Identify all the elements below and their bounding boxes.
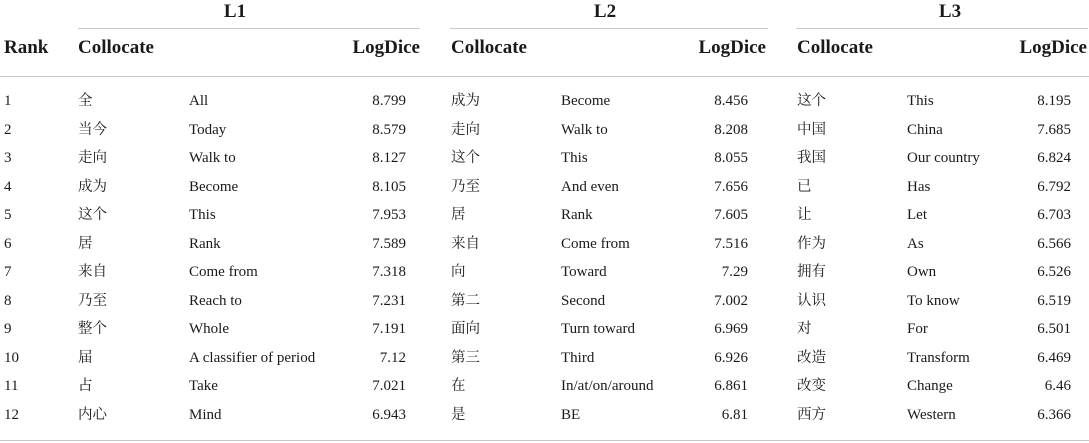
l3-logdice: 8.195 [1037, 93, 1071, 109]
l2-collocate-en: Come from [561, 235, 630, 252]
l1-logdice: 7.231 [372, 292, 406, 309]
l3-collocate-zh: 改变 [797, 378, 826, 394]
l3-logdice: 6.366 [1037, 406, 1071, 423]
group-rule-l2 [450, 28, 768, 29]
l2-collocate-en: BE [561, 406, 581, 423]
l3-collocate-en: China [907, 121, 943, 138]
rank-cell: 8 [4, 292, 12, 309]
rank-cell: 5 [4, 207, 12, 223]
l3-collocate-en: Change [907, 378, 953, 394]
l2-collocate-en: In/at/on/around [561, 378, 654, 394]
rank-cell: 7 [4, 264, 12, 280]
l2-collocate-zh: 向 [451, 264, 466, 280]
rank-cell: 11 [4, 378, 19, 394]
l1-logdice: 8.799 [372, 93, 406, 109]
l3-logdice: 6.824 [1037, 150, 1071, 166]
header-rule [0, 76, 1089, 77]
l3-logdice: 6.566 [1037, 235, 1071, 252]
l1-collocate-en: Rank [189, 235, 221, 252]
l1-collocate-zh: 整个 [78, 321, 107, 337]
header-logdice-l2: LogDice [698, 37, 766, 58]
l3-collocate-zh: 认识 [797, 292, 826, 309]
l2-collocate-en: This [561, 150, 588, 166]
rank-cell: 6 [4, 235, 12, 252]
l1-collocate-zh: 全 [78, 93, 93, 109]
l3-collocate-zh: 中国 [797, 121, 826, 138]
l2-collocate-zh: 成为 [451, 93, 480, 109]
l2-collocate-zh: 来自 [451, 235, 480, 252]
l2-logdice: 6.81 [721, 406, 748, 423]
rank-cell: 10 [4, 349, 19, 366]
l3-collocate-en: Own [907, 264, 937, 280]
l2-collocate-en: Walk to [561, 121, 608, 138]
header-collocate-l3: Collocate [797, 37, 873, 58]
l1-collocate-zh: 走向 [78, 150, 107, 166]
l2-collocate-zh: 第三 [451, 349, 480, 366]
l2-collocate-zh: 乃至 [451, 178, 480, 195]
l2-logdice: 6.861 [714, 378, 748, 394]
l2-logdice: 8.208 [714, 121, 748, 138]
rank-cell: 2 [4, 121, 12, 138]
l3-logdice: 6.526 [1037, 264, 1071, 280]
l3-collocate-zh: 作为 [797, 235, 826, 252]
l3-collocate-en: Transform [907, 349, 970, 366]
l1-logdice: 7.953 [372, 207, 406, 223]
l2-collocate-zh: 走向 [451, 121, 480, 138]
l3-collocate-zh: 西方 [797, 406, 826, 423]
l3-logdice: 6.519 [1037, 292, 1071, 309]
header-rank: Rank [4, 37, 49, 58]
l3-collocate-en: Western [907, 406, 956, 423]
l3-collocate-zh: 拥有 [797, 264, 826, 280]
l2-collocate-zh: 这个 [451, 150, 480, 166]
rank-cell: 4 [4, 178, 12, 195]
l3-logdice: 7.685 [1037, 121, 1071, 138]
group-rule-l1 [78, 28, 420, 29]
l1-logdice: 8.127 [372, 150, 406, 166]
rank-cell: 9 [4, 321, 12, 337]
group-title-l2: L2 [593, 1, 617, 22]
l2-collocate-zh: 在 [451, 378, 466, 394]
group-rule-l3 [796, 28, 1088, 29]
l1-logdice: 7.021 [372, 378, 406, 394]
l2-collocate-zh: 居 [451, 207, 466, 223]
rank-cell: 1 [4, 93, 12, 109]
l2-logdice: 8.456 [714, 93, 748, 109]
l2-collocate-en: Second [561, 292, 606, 309]
l3-collocate-zh: 改造 [797, 349, 826, 366]
l1-collocate-zh: 乃至 [78, 292, 107, 309]
group-title-l1: L1 [223, 1, 247, 22]
l2-collocate-en: Third [561, 349, 595, 366]
l3-logdice: 6.501 [1037, 321, 1071, 337]
l3-collocate-zh: 已 [797, 178, 812, 195]
l1-collocate-en: A classifier of period [189, 349, 316, 366]
l1-logdice: 8.579 [372, 121, 406, 138]
l3-collocate-en: This [907, 93, 934, 109]
l3-collocate-zh: 我国 [797, 150, 826, 166]
l2-logdice: 6.969 [714, 321, 748, 337]
l3-collocate-en: For [907, 321, 928, 337]
l2-logdice: 7.29 [721, 264, 748, 280]
l2-collocate-en: Rank [561, 207, 593, 223]
l3-collocate-en: Our country [907, 150, 980, 166]
l1-collocate-zh: 内心 [78, 406, 107, 423]
l1-collocate-en: Take [189, 378, 218, 394]
l2-logdice: 7.656 [714, 178, 748, 195]
rank-cell: 12 [4, 406, 19, 423]
l2-collocate-en: Turn toward [561, 321, 636, 337]
l2-logdice: 7.605 [714, 207, 748, 223]
l2-collocate-en: And even [561, 178, 619, 195]
l2-collocate-en: Become [561, 93, 611, 109]
l3-logdice: 6.703 [1037, 207, 1071, 223]
l1-collocate-en: Walk to [189, 150, 236, 166]
l3-logdice: 6.46 [1044, 378, 1071, 394]
l1-collocate-zh: 成为 [78, 178, 107, 195]
header-logdice-l1: LogDice [352, 37, 420, 58]
l1-logdice: 7.589 [372, 235, 406, 252]
l3-collocate-en: As [907, 235, 924, 252]
l3-collocate-zh: 对 [797, 321, 812, 337]
l1-logdice: 8.105 [372, 178, 406, 195]
rank-cell: 3 [4, 150, 12, 166]
l1-collocate-en: Mind [189, 406, 222, 423]
l1-collocate-en: Whole [189, 321, 229, 337]
l1-collocate-en: All [189, 93, 209, 109]
l1-collocate-zh: 这个 [78, 207, 107, 223]
group-title-l3: L3 [938, 1, 962, 22]
l2-logdice: 7.516 [714, 235, 748, 252]
l1-collocate-en: Come from [189, 264, 258, 280]
l3-logdice: 6.469 [1037, 349, 1071, 366]
l1-collocate-zh: 占 [78, 378, 93, 394]
l1-logdice: 7.191 [372, 321, 406, 337]
l2-logdice: 8.055 [714, 150, 748, 166]
l1-logdice: 7.12 [379, 349, 406, 366]
l2-collocate-en: Toward [561, 264, 607, 280]
l2-collocate-zh: 是 [451, 406, 466, 423]
header-collocate-l2: Collocate [451, 37, 527, 58]
l1-collocate-en: Reach to [189, 292, 242, 309]
l1-collocate-zh: 届 [78, 349, 93, 366]
l3-collocate-zh: 这个 [797, 93, 826, 109]
l3-collocate-en: To know [907, 292, 960, 309]
l1-collocate-zh: 当今 [78, 121, 107, 138]
l2-collocate-zh: 面向 [451, 321, 480, 337]
l3-collocate-en: Let [907, 207, 927, 223]
l1-collocate-en: Become [189, 178, 239, 195]
l1-logdice: 7.318 [372, 264, 406, 280]
l2-collocate-zh: 第二 [451, 292, 480, 309]
l2-logdice: 7.002 [714, 292, 748, 309]
l1-logdice: 6.943 [372, 406, 406, 423]
l1-collocate-zh: 居 [78, 235, 93, 252]
l3-collocate-en: Has [907, 178, 931, 195]
l1-collocate-zh: 来自 [78, 264, 107, 280]
header-collocate-l1: Collocate [78, 37, 154, 58]
l1-collocate-en: This [189, 207, 216, 223]
l3-logdice: 6.792 [1037, 178, 1071, 195]
l3-collocate-zh: 让 [797, 207, 812, 223]
header-logdice-l3: LogDice [1019, 37, 1087, 58]
bottom-rule [0, 440, 1089, 441]
l1-collocate-en: Today [189, 121, 227, 138]
l2-logdice: 6.926 [714, 349, 748, 366]
